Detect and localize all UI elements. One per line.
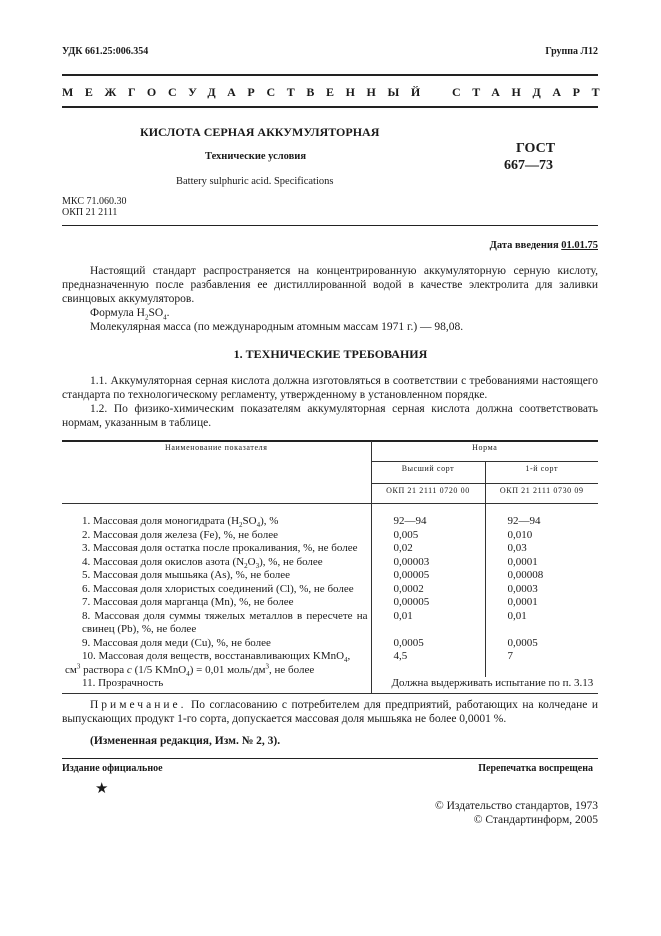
table-row	[62, 637, 598, 651]
row-value-first: 0,00008	[485, 569, 598, 583]
spec-table	[62, 441, 598, 694]
row-label: 6. Массовая доля хлористых соединений (Cl), %, не более	[82, 582, 354, 595]
row-value-high: 0,00005	[371, 569, 485, 583]
banner-rule	[62, 106, 598, 108]
intro-text	[62, 264, 598, 334]
document-subtitle: Технические условия	[205, 151, 307, 162]
row-value-high: 0,0002	[371, 583, 485, 597]
intro-date	[490, 240, 598, 251]
row-value-first: 7	[485, 650, 598, 677]
note-text: По согласованию с потребителем для предприятий, работающих на колчедане и выпускающих продукт 1-го сорта, допускается массовая доля мышьяка не более 0,0001 %.	[62, 699, 598, 725]
intro-paragraph: Настоящий стандарт распространяется на концентрированную аккумуляторную серную кислоту, предназначенную после разбавления ее дистиллированной водой в качестве электролита для заливки свинцовых аккумуляторов.	[62, 265, 598, 305]
molecular-mass: Молекулярная масса (по международным атомным массам 1971 г.) — 98,08.	[90, 321, 464, 333]
intro-date-value: 01.01.75	[561, 240, 598, 251]
table-row	[62, 610, 598, 637]
clause-1-2: 1.2. По физико-химическим показателям аккумуляторная серная кислота должна соответствовать нормам, указанным в таблице.	[62, 403, 598, 429]
row-label: 9. Массовая доля меди (Cu), %, не более	[82, 636, 271, 649]
mks-code: МКС 71.060.30	[62, 196, 127, 207]
row-value-merged: Должна выдерживать испытание по п. 3.13	[371, 677, 598, 693]
note-label: Примечание.	[90, 699, 187, 711]
footer-rule	[62, 758, 598, 759]
row-value-high: 0,005	[371, 529, 485, 543]
table-row	[62, 569, 598, 583]
table-row	[62, 650, 598, 677]
copyright-1973: © Издательство стандартов, 1973	[434, 800, 598, 812]
okp-high-header: ОКП 21 2111 0720 00	[371, 483, 485, 503]
table-row	[62, 529, 598, 543]
row-value-high: 0,00003	[371, 556, 485, 570]
row-label: 11. Прозрачность	[62, 677, 371, 693]
english-title: Battery sulphuric acid. Specifications	[176, 176, 334, 187]
okp-first-header: ОКП 21 2111 0730 09	[485, 483, 598, 503]
row-label: 7. Массовая доля марганца (Mn), %, не более	[82, 596, 294, 608]
section-text	[62, 374, 598, 430]
grade-high-header: Высший сорт	[371, 461, 485, 483]
row-label: 4. Массовая доля окислов азота $(N_2O_3)$, %, не более	[82, 555, 323, 570]
column-header-name: Наименование показателя	[62, 441, 371, 503]
row-label: 2. Массовая доля железа (Fe), %, не более	[82, 528, 278, 541]
table-row	[62, 583, 598, 597]
row-label: 5. Массовая доля мышьяка (As), %, не более	[82, 569, 291, 581]
row-value-high: 92—94	[371, 515, 485, 529]
grade-first-header: 1-й сорт	[485, 461, 598, 483]
row-label: 3. Массовая доля остатка после прокаливания, %, не более	[82, 542, 358, 554]
table-note	[62, 698, 598, 726]
group-code: Группа Л12	[545, 46, 598, 57]
top-rule	[62, 74, 598, 76]
table-row	[62, 515, 598, 529]
row-value-first: 0,0001	[485, 596, 598, 610]
row-value-first: 0,03	[485, 542, 598, 556]
star-icon: ★	[95, 781, 109, 797]
table-row	[62, 677, 598, 693]
formula-line: Формула $H_2SO_4$.	[90, 307, 170, 322]
row-value-first: 0,01	[485, 610, 598, 637]
table-row	[62, 596, 598, 610]
banner-left: МЕЖГОСУДАРСТВЕННЫЙ	[62, 85, 432, 99]
row-value-first: 0,0003	[485, 583, 598, 597]
banner-right: СТАНДАРТ	[452, 85, 612, 99]
copyright-2005: © Стандартинформ, 2005	[473, 814, 598, 826]
row-value-high: 0,02	[371, 542, 485, 556]
intro-date-label: Дата введения	[489, 240, 559, 251]
gost-label: ГОСТ	[516, 141, 556, 156]
row-value-high: 4,5	[371, 650, 485, 677]
row-value-high: 0,00005	[371, 596, 485, 610]
row-value-high: 0,01	[371, 610, 485, 637]
row-value-high: 0,0005	[371, 637, 485, 651]
row-value-first: 0,010	[485, 529, 598, 543]
row-value-first: 92—94	[485, 515, 598, 529]
row-value-first: 0,0005	[485, 637, 598, 651]
table-row	[62, 542, 598, 556]
official-edition: Издание официальное	[62, 763, 163, 774]
document-title: КИСЛОТА СЕРНАЯ АККУМУЛЯТОРНАЯ	[140, 125, 380, 139]
title-rule	[62, 225, 598, 226]
udk-code: УДК 661.25:006.354	[62, 46, 149, 57]
clause-1-1: 1.1. Аккумуляторная серная кислота должна изготовляться в соответствии с требованиями настоящего стандарта по технологическому регламенту, утвержденному в установленном порядке.	[62, 375, 598, 401]
table-row	[62, 556, 598, 570]
row-label: 1. Массовая доля моногидрата $(H_2SO_4)$, %	[82, 515, 279, 530]
revision-note: (Измененная редакция, Изм. № 2, 3).	[90, 735, 281, 747]
section-heading: 1. ТЕХНИЧЕСКИЕ ТРЕБОВАНИЯ	[233, 347, 428, 361]
reprint-prohibited: Перепечатка воспрещена	[478, 763, 593, 774]
row-label: 10. Массовая доля веществ, восстанавливающих KMnO$_4$, $см^3$ раствора c (1/5 KMnO$_4$) = 0,01 моль/$дм^3$, не более	[65, 650, 351, 678]
gost-number: 667—73	[504, 158, 553, 173]
column-header-norm: Норма	[371, 441, 598, 461]
row-label: 8. Массовая доля суммы тяжелых металлов в пересчете на свинец (Pb), %, не более	[82, 609, 368, 635]
okp-code: ОКП 21 2111	[62, 207, 118, 218]
row-value-first: 0,0001	[485, 556, 598, 570]
